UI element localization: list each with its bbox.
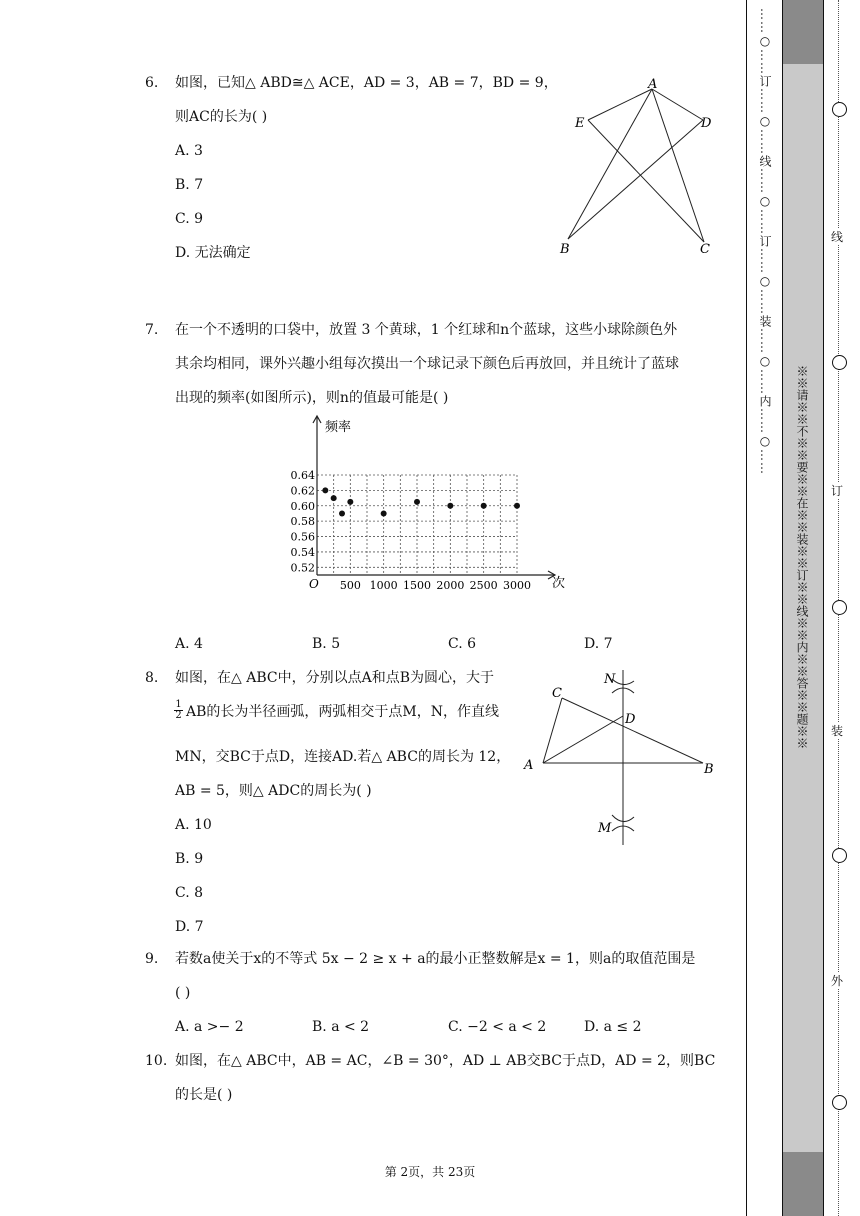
option-b: B. 5	[312, 636, 341, 652]
inner-binding-strip	[746, 0, 783, 1216]
no-answer-notice: ※※请※※不※※要※※在※※装※※订※※线※※内※※答※※题※※	[795, 365, 809, 749]
y-tick-label: 0.54	[290, 545, 315, 559]
strip-top-block	[783, 0, 823, 64]
fraction	[174, 700, 183, 721]
option-b: B. 7	[175, 177, 204, 193]
label-m: M	[598, 821, 612, 836]
x-tick-label: 500	[339, 579, 361, 592]
option-c: C. −2 < a < 2	[448, 1019, 547, 1035]
x-tick-label: 2000	[436, 579, 465, 592]
question-number: 10.	[145, 1053, 168, 1069]
option-d: D. 无法确定	[175, 245, 251, 261]
circle-mark	[832, 355, 847, 370]
label-a: A	[648, 77, 658, 92]
origin-label: O	[309, 577, 319, 591]
question-text: 如图，在△ ABC中，分别以点A和点B为圆心，大于	[175, 670, 494, 686]
label-a: A	[524, 758, 534, 773]
x-axis-label: 次	[552, 576, 566, 591]
question-text: ( )	[175, 985, 191, 1001]
question-number: 8.	[145, 670, 159, 686]
label-e: E	[575, 116, 585, 131]
circle-mark	[832, 600, 847, 615]
y-tick-label: 0.64	[290, 469, 315, 482]
y-tick-label: 0.56	[290, 530, 315, 544]
x-tick-label: 2500	[469, 579, 498, 592]
notice-strip	[782, 0, 824, 1216]
question-text: 若数a使关于x的不等式 5x − 2 ≥ x + a的最小正整数解是x = 1，则a的取值范围是	[175, 951, 696, 967]
label-b: B	[704, 762, 714, 777]
question-text: AB = 5，则△ ADC的周长为( )	[175, 783, 372, 799]
fraction-denominator: 2	[175, 710, 182, 721]
label-b: B	[560, 242, 570, 257]
option-a: A. 10	[175, 817, 212, 833]
data-point	[322, 487, 328, 493]
option-a: A. 4	[175, 636, 203, 652]
data-point	[514, 503, 520, 509]
data-point	[447, 503, 453, 509]
question-text: 的长是( )	[175, 1087, 233, 1103]
data-point	[339, 510, 345, 516]
question-text: 其余均相同，课外兴趣小组每次摸出一个球记录下颜色后再放回，并且统计了蓝球	[175, 356, 679, 372]
data-point	[331, 495, 337, 501]
option-d: D. 7	[175, 919, 204, 935]
x-tick-label: 1000	[369, 579, 398, 592]
question-text: 出现的频率(如图所示)，则n的值最可能是( )	[175, 390, 449, 406]
y-tick-label: 0.58	[290, 515, 315, 529]
strip-bottom-block	[783, 1152, 823, 1216]
option-c: C. 8	[175, 885, 204, 901]
data-point	[481, 503, 487, 509]
outer-mark-wai: 外	[831, 974, 844, 988]
label-c: C	[552, 686, 562, 701]
circle-mark	[832, 1095, 847, 1110]
triangle-figure-q6	[560, 75, 730, 265]
option-c: C. 9	[175, 211, 204, 227]
question-text: 如图，在△ ABC中，AB = AC，∠B = 30°，AD ⊥ AB交BC于点D，AD = 2，则BC	[175, 1053, 716, 1069]
question-number: 9.	[145, 951, 159, 967]
option-d: D. 7	[584, 636, 613, 652]
question-text: MN，交BC于点D，连接AD.若△ ABC的周长为 12，	[175, 749, 511, 765]
option-b: B. 9	[175, 851, 204, 867]
outer-mark-ding: 订	[831, 484, 844, 498]
question-text: 在一个不透明的口袋中，放置 3 个黄球，1 个红球和n个蓝球，这些小球除颜色外	[175, 322, 678, 338]
y-tick-label: 0.60	[290, 499, 315, 513]
question-number: 7.	[145, 322, 159, 338]
label-d: D	[701, 116, 712, 131]
y-axis-label: 频率	[325, 420, 352, 435]
data-point	[347, 499, 353, 505]
question-text: AB的长为半径画弧，两弧相交于点M，N，作直线	[186, 704, 499, 720]
data-point	[414, 499, 420, 505]
question-number: 6.	[145, 75, 159, 91]
question-text: 如图，已知△ ABD≅△ ACE，AD = 3，AB = 7，BD = 9，	[175, 75, 558, 91]
option-b: B. a < 2	[312, 1019, 370, 1035]
option-a: A. 3	[175, 143, 203, 159]
circle-mark	[832, 848, 847, 863]
x-tick-label: 1500	[403, 579, 431, 592]
option-c: C. 6	[448, 636, 477, 652]
frequency-chart	[285, 410, 575, 595]
x-tick-label: 3000	[503, 579, 531, 592]
triangle-figure-q8	[520, 665, 720, 850]
option-d: D. a ≤ 2	[584, 1019, 642, 1035]
y-tick-label: 0.62	[290, 484, 315, 498]
outer-mark-xian: 线	[831, 230, 844, 244]
outer-mark-zhuang: 装	[831, 724, 844, 738]
label-d: D	[625, 712, 636, 727]
label-n: N	[604, 672, 616, 687]
data-point	[381, 510, 387, 516]
fraction-numerator: 1	[175, 699, 182, 710]
outer-binding-strip	[822, 0, 860, 1216]
inner-binding-dots: ……○……订……○……线……○……订……○……装……○……内……○……	[758, 8, 772, 475]
page-footer: 第 2页，共 23页	[384, 1165, 476, 1179]
circle-mark	[832, 102, 847, 117]
option-a: A. a >− 2	[175, 1019, 244, 1035]
question-text: 则AC的长为( )	[175, 109, 268, 125]
y-tick-label: 0.52	[290, 561, 315, 575]
label-c: C	[700, 242, 710, 257]
